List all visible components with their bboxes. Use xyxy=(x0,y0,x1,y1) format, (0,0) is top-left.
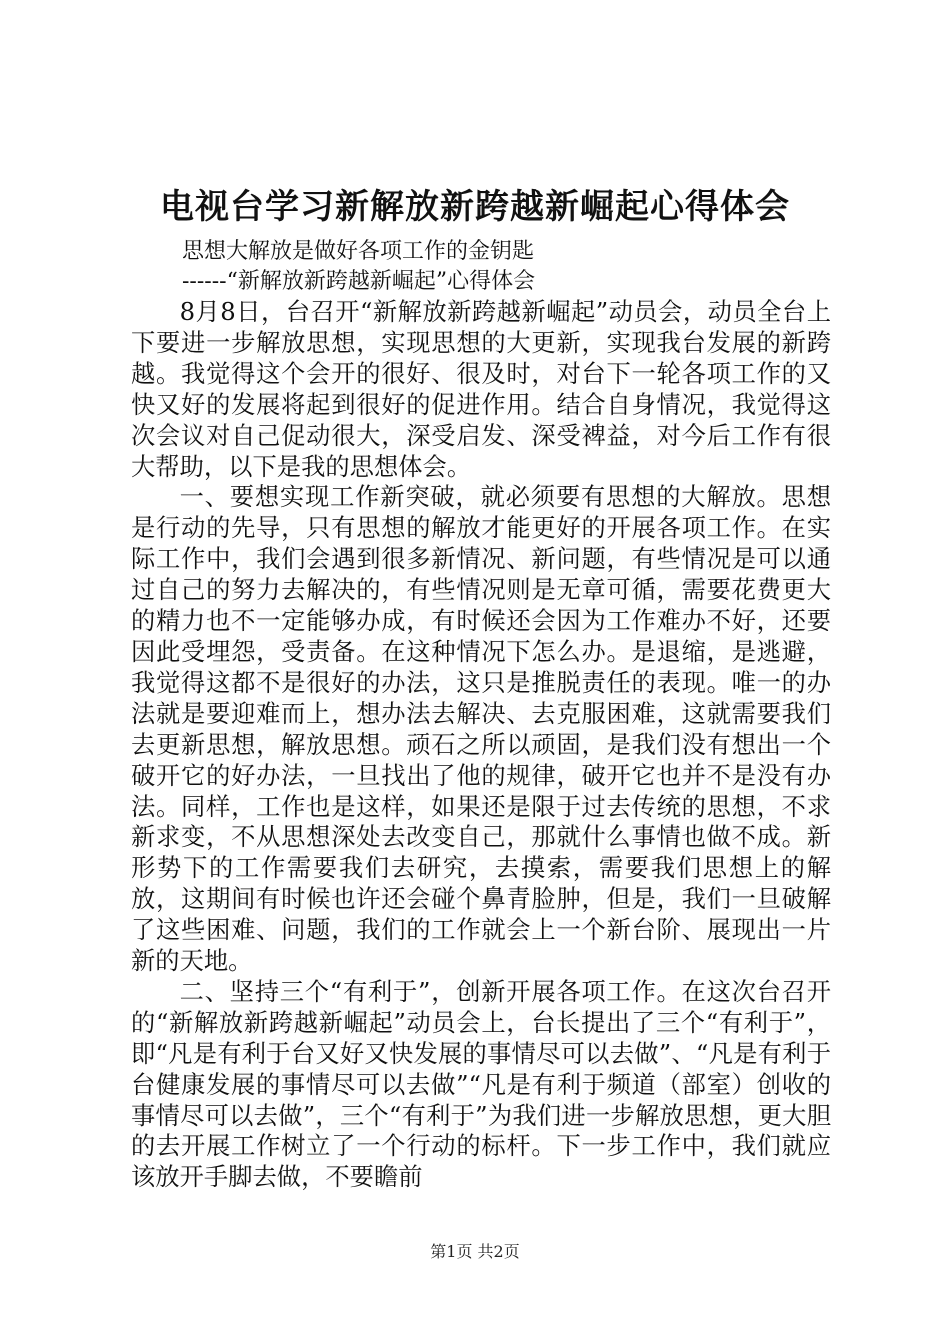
subtitle-line-2: ------“新解放新跨越新崛起”心得体会 xyxy=(182,269,536,294)
document-title: 电视台学习新解放新跨越新崛起心得体会 xyxy=(160,187,790,227)
paragraph-section-1: 一、要想实现工作新突破，就必须要有思想的大解放。思想是行动的先导，只有思想的解放才能更好的开展各项工作。在实际工作中，我们会遇到很多新情况、新问题，有些情况是可以通过自己的努力去解决的，有些情况则是无章可循，需要花费更大的精力也不一定能够办成，有时候还会因为工作难办不好，还要因此受埋怨，受责备。在这种情况下怎么办。是退缩，是逃避，我觉得这都不是很好的办法，这只是推脱责任的表现。唯一的办法就是要迎难而上，想办法去解决、去克服困难，这就需要我们去更新思想，解放思想。顽石之所以顽固，是我们没有想出一个破开它的好办法，一旦找出了他的规律，破开它也并不是没有办法。同样，工作也是这样，如果还是限于过去传统的思想，不求新求变，不从思想深处去改变自己，那就什么事情也做不成。新形势下的工作需要我们去研究，去摸索，需要我们思想上的解放，这期间有时候也许还会碰个鼻青脸肿，但是，我们一旦破解了这些困难、问题，我们的工作就会上一个新台阶、展现出一片新的天地。 xyxy=(131,482,831,976)
paragraph-section-2: 二、坚持三个“有利于”，创新开展各项工作。在这次台召开的“新解放新跨越新崛起”动员会上，台长提出了三个“有利于”，即“凡是有利于台又好又快发展的事情尽可以去做”、“凡是有利于台健康发展的事情尽可以去做”“凡是有利于频道（部室）创收的事情尽可以去做”，三个“有利于”为我们进一步解放思想，更大胆的去开展工作树立了一个行动的标杆。下一步工作中，我们就应该放开手脚去做，不要瞻前 xyxy=(131,976,831,1192)
page-footer: 第1页 共2页 xyxy=(430,1242,520,1261)
document-body xyxy=(131,297,831,1193)
subtitle-line-1: 思想大解放是做好各项工作的金钥匙 xyxy=(182,239,535,264)
paragraph-intro: 8月8日，台召开“新解放新跨越新崛起”动员会，动员全台上下要进一步解放思想，实现思想的大更新，实现我台发展的新跨越。我觉得这个会开的很好、很及时，对台下一轮各项工作的又快又好的发展将起到很好的促进作用。结合自身情况，我觉得这次会议对自己促动很大，深受启发、深受裨益，对今后工作有很大帮助，以下是我的思想体会。 xyxy=(131,297,831,481)
